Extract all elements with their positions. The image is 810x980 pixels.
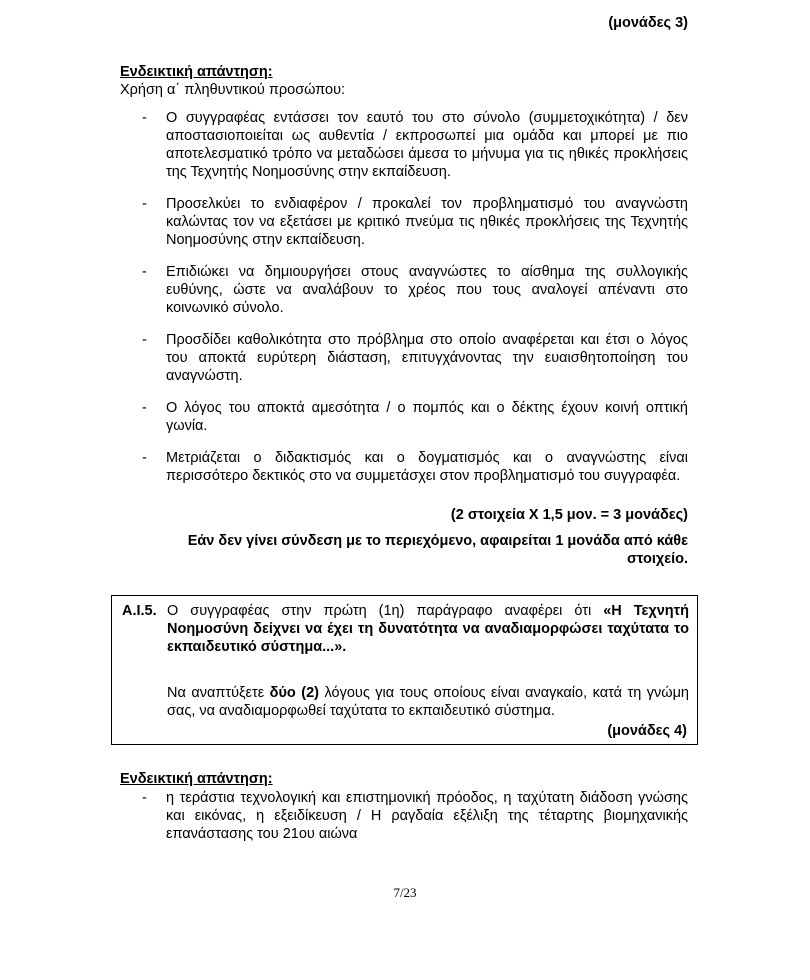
bullet-dash: - xyxy=(142,450,147,466)
bullet-dash: - xyxy=(142,264,147,280)
list-item xyxy=(142,195,688,249)
bullet-dash: - xyxy=(142,196,147,212)
list-item xyxy=(142,263,688,317)
answer-subheading: Χρήση α΄ πληθυντικού προσώπου: xyxy=(120,82,346,98)
list-item xyxy=(142,331,688,385)
list-item-text: Επιδιώκει να δημιουργήσει στους αναγνώστες το αίσθημα της συλλογικής ευθύνης, ώστε να αναλάβουν το χρέος που τους αναλογεί απέναντι στο κοινωνικό σύνολο. xyxy=(166,264,688,316)
task-emphasis: δύο (2) xyxy=(269,685,319,701)
bullet-dash: - xyxy=(142,400,147,416)
list-item-text: Ο λόγος του αποκτά αμεσότητα / ο πομπός και ο δέκτης έχουν κοινή οπτική γωνία. xyxy=(166,400,688,434)
task-before: Να αναπτύξετε xyxy=(167,685,270,701)
list-item xyxy=(142,399,688,435)
page-number: 7/23 xyxy=(393,885,417,900)
bullet-dash: - xyxy=(142,790,147,806)
answer-heading-2: Ενδεικτική απάντηση: xyxy=(120,771,273,787)
question-quote: «Η Τεχνητή Νοημοσύνη δείχνει να έχει τη δυνατότητα να αναδιαμορφώσει ταχύτατα το εκπαιδευτικό σύστημα...». xyxy=(167,603,689,655)
list-item-text: Προσδίδει καθολικότητα στο πρόβλημα στο οποίο αναφέρεται και έτσι ο λόγος του αποκτά ευρύτερη διάσταση, επιτυγχάνοντας την ευαισθητοποίηση του αναγνώστη. xyxy=(166,332,688,384)
score-line: (2 στοιχεία Χ 1,5 μον. = 3 μονάδες) xyxy=(450,507,688,523)
list-item xyxy=(142,789,688,843)
bullet-dash: - xyxy=(142,110,147,126)
list-item xyxy=(142,109,688,181)
answer-heading: Ενδεικτική απάντηση: xyxy=(120,64,273,80)
list-item-text: Προσελκύει το ενδιαφέρον / προκαλεί τον προβληματισμό του αναγνώστη καλώντας τον να εξετάσει με κριτικό πνεύμα τις ηθικές προκλήσεις της Τεχνητής Νοημοσύνης στην εκπαίδευση. xyxy=(166,196,688,248)
question-points: (μονάδες 4) xyxy=(607,723,687,739)
deduction-note: Εάν δεν γίνει σύνδεση με το περιεχόμενο, αφαιρείται 1 μονάδα από κάθε στοιχείο. xyxy=(187,533,688,567)
list-item xyxy=(142,449,688,485)
list-item-text: Μετριάζεται ο διδακτισμός και ο δογματισμός και ο αναγνώστης είναι περισσότερο δεκτικός στο να συμμετάσχει στον προβληματισμό του συγγραφέα. xyxy=(166,450,688,484)
question-task xyxy=(167,684,689,720)
answer-bullet-list xyxy=(142,109,688,485)
task-after: λόγους για τους οποίους είναι αναγκαίο, κατά τη γνώμη σας, να αναδιαμορφωθεί ταχύτατα το εκπαιδευτικό σύστημα. xyxy=(167,685,689,719)
question-text xyxy=(167,602,689,656)
question-number: Α.Ι.5. xyxy=(122,603,157,619)
list-item-text: η τεράστια τεχνολογική και επιστημονική πρόοδος, η ταχύτατη διάδοση γνώσης και εικόνας, η εξειδίκευση / Η ραγδαία εξέλιξη της τέταρτης βιομηχανικής επανάστασης του 21ου αιώνα xyxy=(166,790,688,842)
points-label-top: (μονάδες 3) xyxy=(608,15,688,31)
list-item-text: Ο συγγραφέας εντάσσει τον εαυτό του στο σύνολο (συμμετοχικότητα) / δεν αποστασιοποιείται ως αυθεντία / εκπροσωπεί μια ομάδα και μπορεί με πιο αποτελεσματικό τρόπο να μεταδώσει άμεσα το μήνυμα για τις ηθικές προκλήσεις της Τεχνητής Νοημοσύνης στην εκπαίδευση. xyxy=(166,110,688,180)
question-box xyxy=(111,595,698,745)
bullet-dash: - xyxy=(142,332,147,348)
question-intro: Ο συγγραφέας στην πρώτη (1η) παράγραφο αναφέρει ότι xyxy=(167,603,604,619)
answer-bullet-list-2 xyxy=(142,789,688,843)
